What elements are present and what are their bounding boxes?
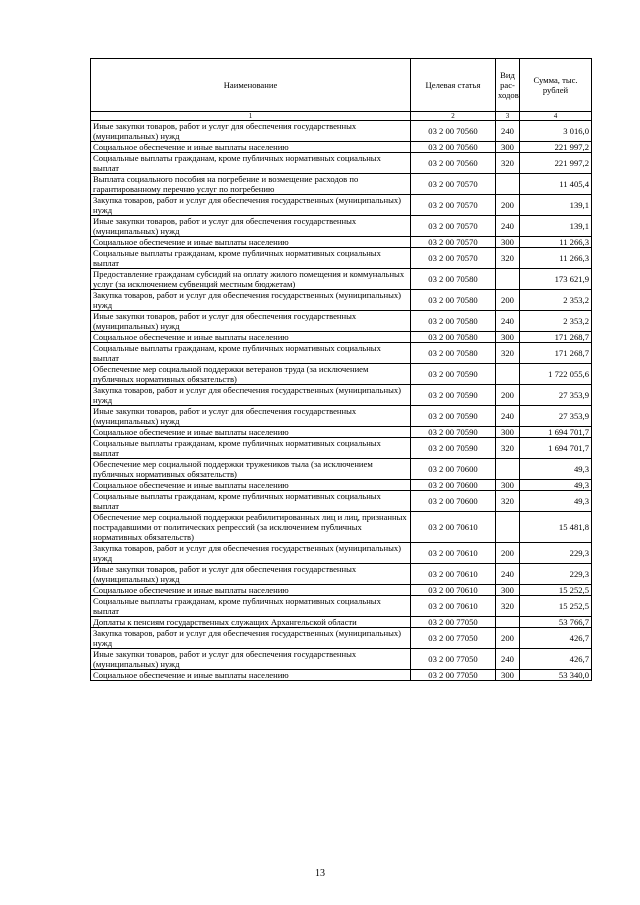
table-row xyxy=(91,332,592,343)
row-vid: 300 xyxy=(496,480,520,491)
row-vid: 200 xyxy=(496,290,520,311)
table-row xyxy=(91,343,592,364)
row-code: 03 2 00 70600 xyxy=(411,459,496,480)
row-vid: 300 xyxy=(496,237,520,248)
row-name: Социальные выплаты гражданам, кроме публичных нормативных социальных выплат xyxy=(91,248,411,269)
row-name: Закупка товаров, работ и услуг для обеспечения государственных (муниципальных) нужд xyxy=(91,543,411,564)
row-name: Социальное обеспечение и иные выплаты населению xyxy=(91,237,411,248)
row-code: 03 2 00 77050 xyxy=(411,670,496,681)
row-code: 03 2 00 70560 xyxy=(411,153,496,174)
row-sum: 171 268,7 xyxy=(520,332,592,343)
table-row xyxy=(91,491,592,512)
row-code: 03 2 00 70580 xyxy=(411,311,496,332)
table-row xyxy=(91,543,592,564)
row-vid: 300 xyxy=(496,670,520,681)
row-sum: 11 405,4 xyxy=(520,174,592,195)
table-row xyxy=(91,174,592,195)
table-row xyxy=(91,427,592,438)
row-sum: 27 353,9 xyxy=(520,406,592,427)
table-row xyxy=(91,628,592,649)
row-vid: 320 xyxy=(496,153,520,174)
row-code: 03 2 00 70610 xyxy=(411,585,496,596)
row-vid xyxy=(496,459,520,480)
row-sum: 221 997,2 xyxy=(520,142,592,153)
table-row xyxy=(91,438,592,459)
row-vid xyxy=(496,269,520,290)
row-code: 03 2 00 70610 xyxy=(411,564,496,585)
row-sum: 49,3 xyxy=(520,459,592,480)
row-sum: 53 766,7 xyxy=(520,617,592,628)
row-vid: 300 xyxy=(496,427,520,438)
row-code: 03 2 00 70590 xyxy=(411,427,496,438)
row-sum: 139,1 xyxy=(520,216,592,237)
row-vid: 300 xyxy=(496,332,520,343)
row-vid: 240 xyxy=(496,121,520,142)
table-row xyxy=(91,585,592,596)
row-code: 03 2 00 70600 xyxy=(411,491,496,512)
row-sum: 2 353,2 xyxy=(520,290,592,311)
row-vid: 240 xyxy=(496,406,520,427)
row-name: Иные закупки товаров, работ и услуг для обеспечения государственных (муниципальных) нужд xyxy=(91,216,411,237)
row-sum: 11 266,3 xyxy=(520,248,592,269)
row-code: 03 2 00 70570 xyxy=(411,174,496,195)
row-name: Обеспечение мер социальной поддержки тружеников тыла (за исключением публичных нормативных обязательств) xyxy=(91,459,411,480)
row-code: 03 2 00 70590 xyxy=(411,406,496,427)
column-number: 1 xyxy=(91,112,411,121)
row-sum: 49,3 xyxy=(520,480,592,491)
row-sum: 1 694 701,7 xyxy=(520,438,592,459)
header-sum: Сумма, тыс. рублей xyxy=(520,59,592,112)
row-code: 03 2 00 77050 xyxy=(411,649,496,670)
row-vid: 320 xyxy=(496,596,520,617)
row-name: Обеспечение мер социальной поддержки реабилитированных лиц и лиц, признанных пострадавшими от политических репрессий (за исключением публичных нормативных обязательств) xyxy=(91,512,411,543)
row-sum: 49,3 xyxy=(520,491,592,512)
row-name: Социальные выплаты гражданам, кроме публичных нормативных социальных выплат xyxy=(91,438,411,459)
row-sum: 426,7 xyxy=(520,628,592,649)
table-row xyxy=(91,670,592,681)
table-row xyxy=(91,596,592,617)
column-number: 3 xyxy=(496,112,520,121)
table-row xyxy=(91,237,592,248)
row-code: 03 2 00 70580 xyxy=(411,269,496,290)
table-row xyxy=(91,121,592,142)
row-vid: 240 xyxy=(496,564,520,585)
row-code: 03 2 00 70570 xyxy=(411,248,496,269)
row-code: 03 2 00 70590 xyxy=(411,364,496,385)
row-sum: 229,3 xyxy=(520,543,592,564)
table-row xyxy=(91,649,592,670)
row-sum: 1 722 055,6 xyxy=(520,364,592,385)
table-row xyxy=(91,406,592,427)
column-number: 4 xyxy=(520,112,592,121)
header-vid: Вид рас-ходов xyxy=(496,59,520,112)
row-sum: 15 252,5 xyxy=(520,596,592,617)
row-name: Закупка товаров, работ и услуг для обеспечения государственных (муниципальных) нужд xyxy=(91,195,411,216)
row-sum: 53 340,0 xyxy=(520,670,592,681)
row-code: 03 2 00 70570 xyxy=(411,195,496,216)
row-code: 03 2 00 70570 xyxy=(411,237,496,248)
row-name: Иные закупки товаров, работ и услуг для обеспечения государственных (муниципальных) нужд xyxy=(91,564,411,585)
row-sum: 3 016,0 xyxy=(520,121,592,142)
row-vid: 300 xyxy=(496,585,520,596)
row-vid: 200 xyxy=(496,628,520,649)
row-name: Иные закупки товаров, работ и услуг для обеспечения государственных (муниципальных) нужд xyxy=(91,311,411,332)
table-row xyxy=(91,290,592,311)
row-vid: 300 xyxy=(496,142,520,153)
row-sum: 15 252,5 xyxy=(520,585,592,596)
table-row xyxy=(91,459,592,480)
table-row xyxy=(91,564,592,585)
row-vid xyxy=(496,364,520,385)
row-name: Социальное обеспечение и иные выплаты населению xyxy=(91,142,411,153)
row-name: Социальные выплаты гражданам, кроме публичных нормативных социальных выплат xyxy=(91,491,411,512)
header-code: Целевая статья xyxy=(411,59,496,112)
row-code: 03 2 00 77050 xyxy=(411,617,496,628)
row-vid: 240 xyxy=(496,216,520,237)
row-name: Социальное обеспечение и иные выплаты населению xyxy=(91,332,411,343)
row-sum: 1 694 701,7 xyxy=(520,427,592,438)
row-name: Социальное обеспечение и иные выплаты населению xyxy=(91,427,411,438)
table-row xyxy=(91,617,592,628)
row-code: 03 2 00 70580 xyxy=(411,290,496,311)
table-row xyxy=(91,480,592,491)
row-name: Иные закупки товаров, работ и услуг для обеспечения государственных (муниципальных) нужд xyxy=(91,649,411,670)
column-number: 2 xyxy=(411,112,496,121)
row-sum: 15 481,8 xyxy=(520,512,592,543)
row-name: Социальные выплаты гражданам, кроме публичных нормативных социальных выплат xyxy=(91,596,411,617)
row-name: Социальное обеспечение и иные выплаты населению xyxy=(91,585,411,596)
row-name: Закупка товаров, работ и услуг для обеспечения государственных (муниципальных) нужд xyxy=(91,385,411,406)
row-code: 03 2 00 70590 xyxy=(411,438,496,459)
row-code: 03 2 00 70610 xyxy=(411,512,496,543)
row-sum: 221 997,2 xyxy=(520,153,592,174)
row-vid: 200 xyxy=(496,385,520,406)
header-name: Наименование xyxy=(91,59,411,112)
row-vid: 240 xyxy=(496,311,520,332)
row-name: Социальное обеспечение и иные выплаты населению xyxy=(91,670,411,681)
row-name: Иные закупки товаров, работ и услуг для обеспечения государственных (муниципальных) нужд xyxy=(91,406,411,427)
row-vid: 320 xyxy=(496,343,520,364)
header-row xyxy=(91,59,592,112)
column-number-row xyxy=(91,112,592,121)
row-name: Выплата социального пособия на погребение и возмещение расходов по гарантированному перечню услуг по погребению xyxy=(91,174,411,195)
row-vid: 320 xyxy=(496,248,520,269)
page-number: 13 xyxy=(315,868,325,879)
row-name: Закупка товаров, работ и услуг для обеспечения государственных (муниципальных) нужд xyxy=(91,628,411,649)
row-code: 03 2 00 70580 xyxy=(411,332,496,343)
row-code: 03 2 00 70560 xyxy=(411,121,496,142)
row-name: Социальное обеспечение и иные выплаты населению xyxy=(91,480,411,491)
row-vid: 200 xyxy=(496,195,520,216)
row-vid: 240 xyxy=(496,649,520,670)
row-name: Закупка товаров, работ и услуг для обеспечения государственных (муниципальных) нужд xyxy=(91,290,411,311)
budget-table xyxy=(90,58,592,681)
row-vid xyxy=(496,617,520,628)
row-code: 03 2 00 70610 xyxy=(411,543,496,564)
row-name: Социальные выплаты гражданам, кроме публичных нормативных социальных выплат xyxy=(91,343,411,364)
table-body xyxy=(91,59,592,681)
table-row xyxy=(91,364,592,385)
table-row xyxy=(91,385,592,406)
row-code: 03 2 00 77050 xyxy=(411,628,496,649)
row-name: Доплаты к пенсиям государственных служащих Архангельской области xyxy=(91,617,411,628)
row-name: Социальные выплаты гражданам, кроме публичных нормативных социальных выплат xyxy=(91,153,411,174)
row-sum: 139,1 xyxy=(520,195,592,216)
row-code: 03 2 00 70610 xyxy=(411,596,496,617)
table-row xyxy=(91,142,592,153)
row-sum: 229,3 xyxy=(520,564,592,585)
table-row xyxy=(91,248,592,269)
table-row xyxy=(91,195,592,216)
row-code: 03 2 00 70560 xyxy=(411,142,496,153)
row-sum: 426,7 xyxy=(520,649,592,670)
row-vid: 320 xyxy=(496,491,520,512)
row-vid: 320 xyxy=(496,438,520,459)
row-code: 03 2 00 70580 xyxy=(411,343,496,364)
row-vid xyxy=(496,174,520,195)
table-row xyxy=(91,216,592,237)
row-code: 03 2 00 70590 xyxy=(411,385,496,406)
row-vid: 200 xyxy=(496,543,520,564)
row-code: 03 2 00 70570 xyxy=(411,216,496,237)
row-sum: 173 621,9 xyxy=(520,269,592,290)
row-sum: 27 353,9 xyxy=(520,385,592,406)
row-code: 03 2 00 70600 xyxy=(411,480,496,491)
row-name: Обеспечение мер социальной поддержки ветеранов труда (за исключением публичных нормативных обязательств) xyxy=(91,364,411,385)
table-row xyxy=(91,512,592,543)
row-vid xyxy=(496,512,520,543)
row-name: Иные закупки товаров, работ и услуг для обеспечения государственных (муниципальных) нужд xyxy=(91,121,411,142)
table-row xyxy=(91,269,592,290)
table-row xyxy=(91,311,592,332)
row-name: Предоставление гражданам субсидий на оплату жилого помещения и коммунальных услуг (за исключением субвенций местным бюджетам) xyxy=(91,269,411,290)
table-row xyxy=(91,153,592,174)
row-sum: 171 268,7 xyxy=(520,343,592,364)
row-sum: 11 266,3 xyxy=(520,237,592,248)
row-sum: 2 353,2 xyxy=(520,311,592,332)
